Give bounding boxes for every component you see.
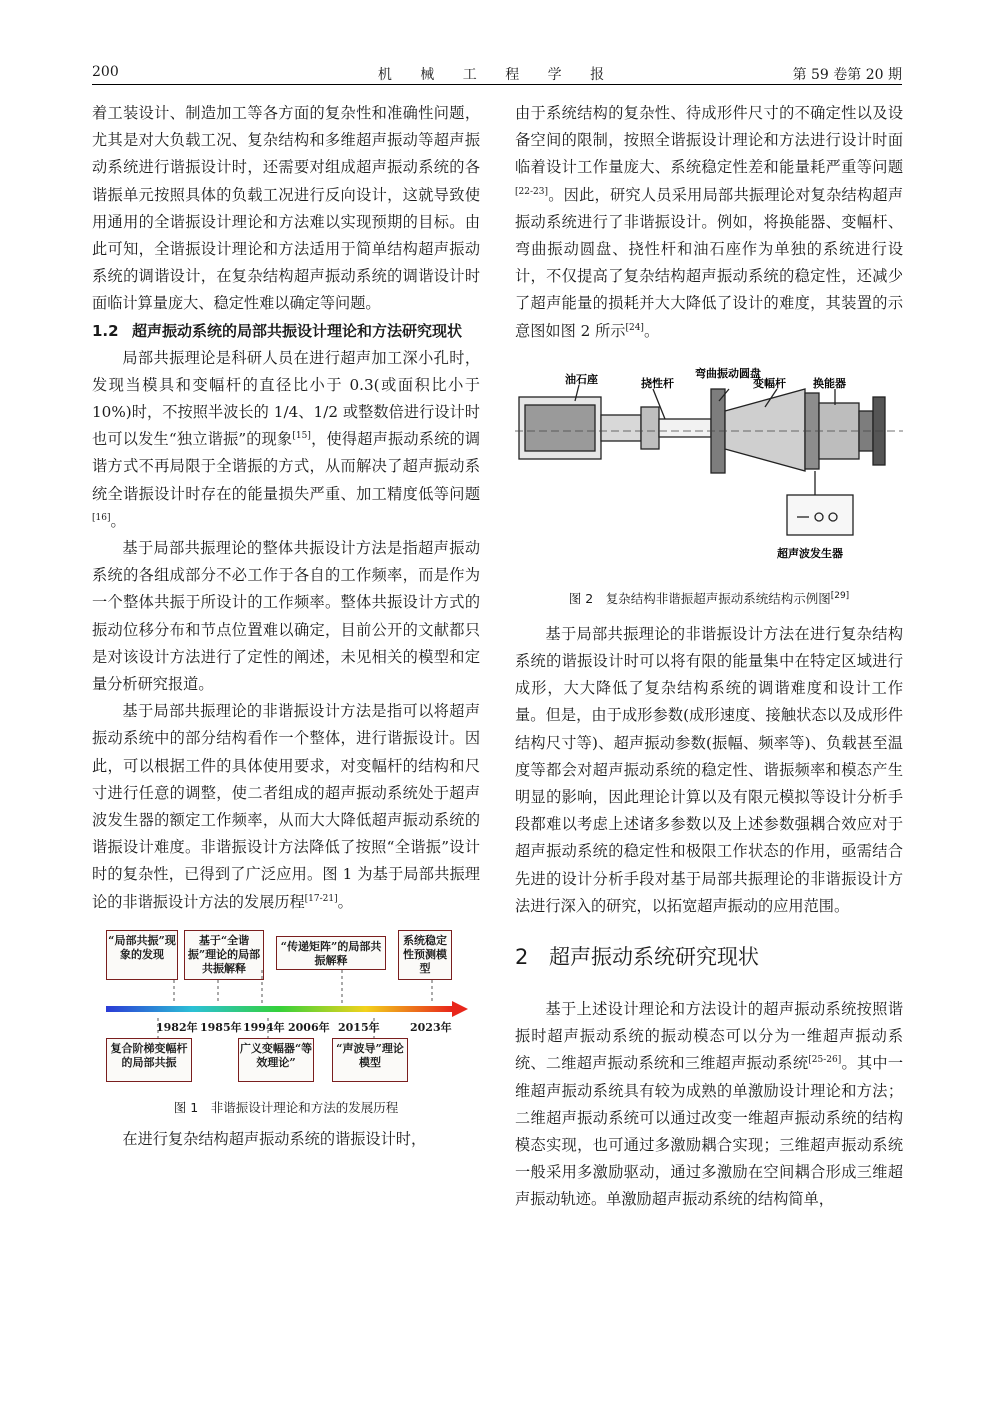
timeline-box: “传递矩阵”的局部共振解释 bbox=[276, 936, 386, 970]
paragraph bbox=[92, 698, 480, 916]
section-number: 1.2 bbox=[92, 321, 119, 340]
text: 。其中一维超声振动系统具有较为成熟的单激励设计理论和方法；二维超声振动系统可以通过改变一维超声振动系统的结构模态实现，也可通过多激励耦合实现；三维超声振动系统一般采用多激励驱动，通过多激励在空间耦合形成三维超声振动轨迹。单激励超声振动系统的结构简单， bbox=[515, 1054, 904, 1209]
section-heading-2 bbox=[515, 942, 903, 972]
page-number: 200 bbox=[92, 64, 119, 80]
paragraph: 基于局部共振理论的整体共振设计方法是指超声振动系统的各组成部分不必工作于各自的工作频率，而是作为一个整体共振于所设计的工作频率。整体共振设计方式的振动位移分布和节点位置难以确定，目前公开的文献都只是对该设计方法进行了定性的阐述，未见相关的模型和定量分析研究报道。 bbox=[92, 539, 480, 694]
generator-box bbox=[787, 495, 853, 535]
label-bending-disc: 弯曲振动圆盘 bbox=[695, 366, 761, 380]
paragraph: 着工装设计、制造加工等各方面的复杂性和准确性问题，尤其是对大负载工况、复杂结构和多维超声振动等超声振动系统进行谐振设计时，还需要对组成超声振动系统的各谐振单元按照具体的负载工况进行反向设计，这就导致使用通用的全谐振设计理论和方法难以实现预期的目标。由此可知，全谐振设计理论和方法适用于简单结构超声振动系统的调谐设计，在复杂结构超声振动系统的调谐设计时面临计算量庞大、稳定性难以确定等问题。 bbox=[92, 104, 480, 313]
text: 基于局部共振理论的非谐振设计方法是指可以将超声振动系统中的部分结构看作一个整体，进行谐振设计。因此，可以根据工件的具体使用要求，对变幅杆的结构和尺寸进行任意的调整，使二者组成的超声振动系统处于超声波发生器的额定工作频率，从而大大降低超声振动系统的谐振设计难度。非谐振设计方法降低了按照“全谐振”设计时的复杂性，已得到了广泛应用。图 1 为基于局部共振理论的非谐振设计方法的发展历程 bbox=[92, 702, 480, 911]
text: 。 bbox=[110, 511, 126, 530]
timeline-box: 广义变幅器“等效理论” bbox=[238, 1038, 314, 1082]
timeline-box: 基于“全谐振”理论的局部共振解释 bbox=[184, 930, 264, 980]
timeline-box: “声波导”理论模型 bbox=[332, 1038, 408, 1082]
arrow-head bbox=[452, 1001, 468, 1017]
ultrasonic-device-drawing bbox=[515, 367, 903, 579]
citation: [16] bbox=[92, 512, 111, 523]
citation: [25-26] bbox=[808, 1055, 842, 1066]
text: 局部共振理论是科研人员在进行超声加工深小孔时，发现当模具和变幅杆的直径比小于 0.3(或面积比小于 10%)时，不按照半波长的 1/4、1/2 或整数倍进行设计时也可以发生“独立谐振”的现象 bbox=[92, 348, 480, 449]
figure-2-device-diagram bbox=[515, 367, 903, 579]
timeline-box: “局部共振”现象的发现 bbox=[106, 930, 178, 980]
label-horn: 变幅杆 bbox=[753, 376, 786, 390]
label-honing-stone-seat: 油石座 bbox=[565, 372, 598, 386]
paragraph: 在进行复杂结构超声振动系统的谐振设计时， bbox=[122, 1129, 427, 1148]
paragraph: 基于局部共振理论的非谐振设计方法在进行复杂结构系统的谐振设计时可以将有限的能量集中在特定区域进行成形，大大降低了复杂结构系统的调谐难度和设计工作量。但是，由于成形参数(成形速度、接触状态以及成形件结构尺寸等)、超声振动参数(振幅、频率等)、负载甚至温度等都会对超声振动系统的稳定性、谐振频率和模态产生明显的影响，因此理论计算以及有限元模拟等设计分析手段都难以考虑上述诸多参数以及上述参数强耦合效应对于超声振动系统的稳定性和极限工作状态的作用，亟需结合先进的设计分析手段对基于局部共振理论的非谐振设计方法进行深入的研究，以拓宽超声振动的应用范围。 bbox=[515, 624, 903, 915]
label-generator: 超声波发生器 bbox=[777, 546, 843, 560]
figure-1-caption: 图 1 非谐振设计理论和方法的发展历程 bbox=[173, 1099, 399, 1115]
flexible-rod-part bbox=[659, 419, 711, 437]
figure-1-timeline bbox=[92, 930, 480, 1090]
timeline-year: 2023年 bbox=[410, 1020, 452, 1034]
timeline-year: 1994年 bbox=[243, 1020, 285, 1034]
timeline-year: 2006年 bbox=[288, 1020, 330, 1034]
citation: [29] bbox=[830, 590, 850, 601]
section-heading-1-2 bbox=[92, 318, 480, 345]
timeline-box: 复合阶梯变幅杆的局部共振 bbox=[106, 1038, 192, 1082]
timeline-box: 系统稳定性预测模型 bbox=[398, 930, 452, 980]
journal-title: 机 械 工 程 学 报 bbox=[377, 67, 617, 83]
timeline-year: 2015年 bbox=[338, 1020, 380, 1034]
timeline-year: 1982年 bbox=[156, 1020, 198, 1034]
horn-part bbox=[725, 389, 805, 471]
running-header bbox=[92, 62, 902, 84]
right-column bbox=[515, 100, 903, 1214]
figure-2-caption bbox=[515, 589, 903, 609]
timeline-arrow bbox=[106, 1006, 452, 1012]
text: 基于上述设计理论和方法设计的超声振动系统按照谐振时超声振动系统的振动模态可以分为一维超声振动系统、二维超声振动系统和三维超声振动系统 bbox=[515, 1000, 903, 1073]
header-rule bbox=[92, 84, 902, 85]
text: 。 bbox=[643, 321, 660, 340]
text: 由于系统结构的复杂性、待成形件尺寸的不确定性以及设备空间的限制，按照全谐振设计理论和方法进行设计时面临着设计工作量庞大、系统稳定性差和能量耗严重等问题 bbox=[515, 104, 903, 177]
section-title: 超声振动系统的局部共振设计理论和方法研究现状 bbox=[132, 321, 463, 340]
text: 。 bbox=[337, 892, 353, 911]
left-column bbox=[92, 100, 480, 1153]
label-flexible-rod: 挠性杆 bbox=[641, 376, 674, 390]
citation: [15] bbox=[292, 431, 311, 442]
paragraph bbox=[515, 996, 903, 1214]
caption-text: 图 2 复杂结构非谐振超声振动系统结构示例图 bbox=[568, 590, 831, 606]
citation: [22-23] bbox=[515, 186, 548, 197]
volume-issue: 第 59 卷第 20 期 bbox=[792, 67, 902, 83]
section-number: 2 bbox=[515, 945, 529, 970]
label-transducer: 换能器 bbox=[813, 376, 846, 390]
text: 。因此，研究人员采用局部共振理论对复杂结构超声振动系统进行了非谐振设计。例如，将换能器、变幅杆、弯曲振动圆盘、挠性杆和油石座作为单独的系统进行设计，不仅提高了复杂结构超声振动系统的稳定性，还减少了超声能量的损耗并大大降低了设计的难度，其装置的示意图如图 2 所示 bbox=[515, 185, 903, 340]
timeline-year: 1985年 bbox=[200, 1020, 242, 1034]
section-title: 超声振动系统研究现状 bbox=[549, 945, 759, 970]
citation: [17-21] bbox=[304, 893, 338, 904]
citation: [24] bbox=[625, 322, 644, 333]
text: ，使得超声振动系统的调谐方式不再局限于全谐振的方式，从而解决了超声振动系统全谐振设计时存在的能量损失严重、加工精度低等问题 bbox=[92, 430, 481, 503]
paragraph bbox=[92, 345, 480, 535]
paragraph bbox=[515, 100, 903, 345]
